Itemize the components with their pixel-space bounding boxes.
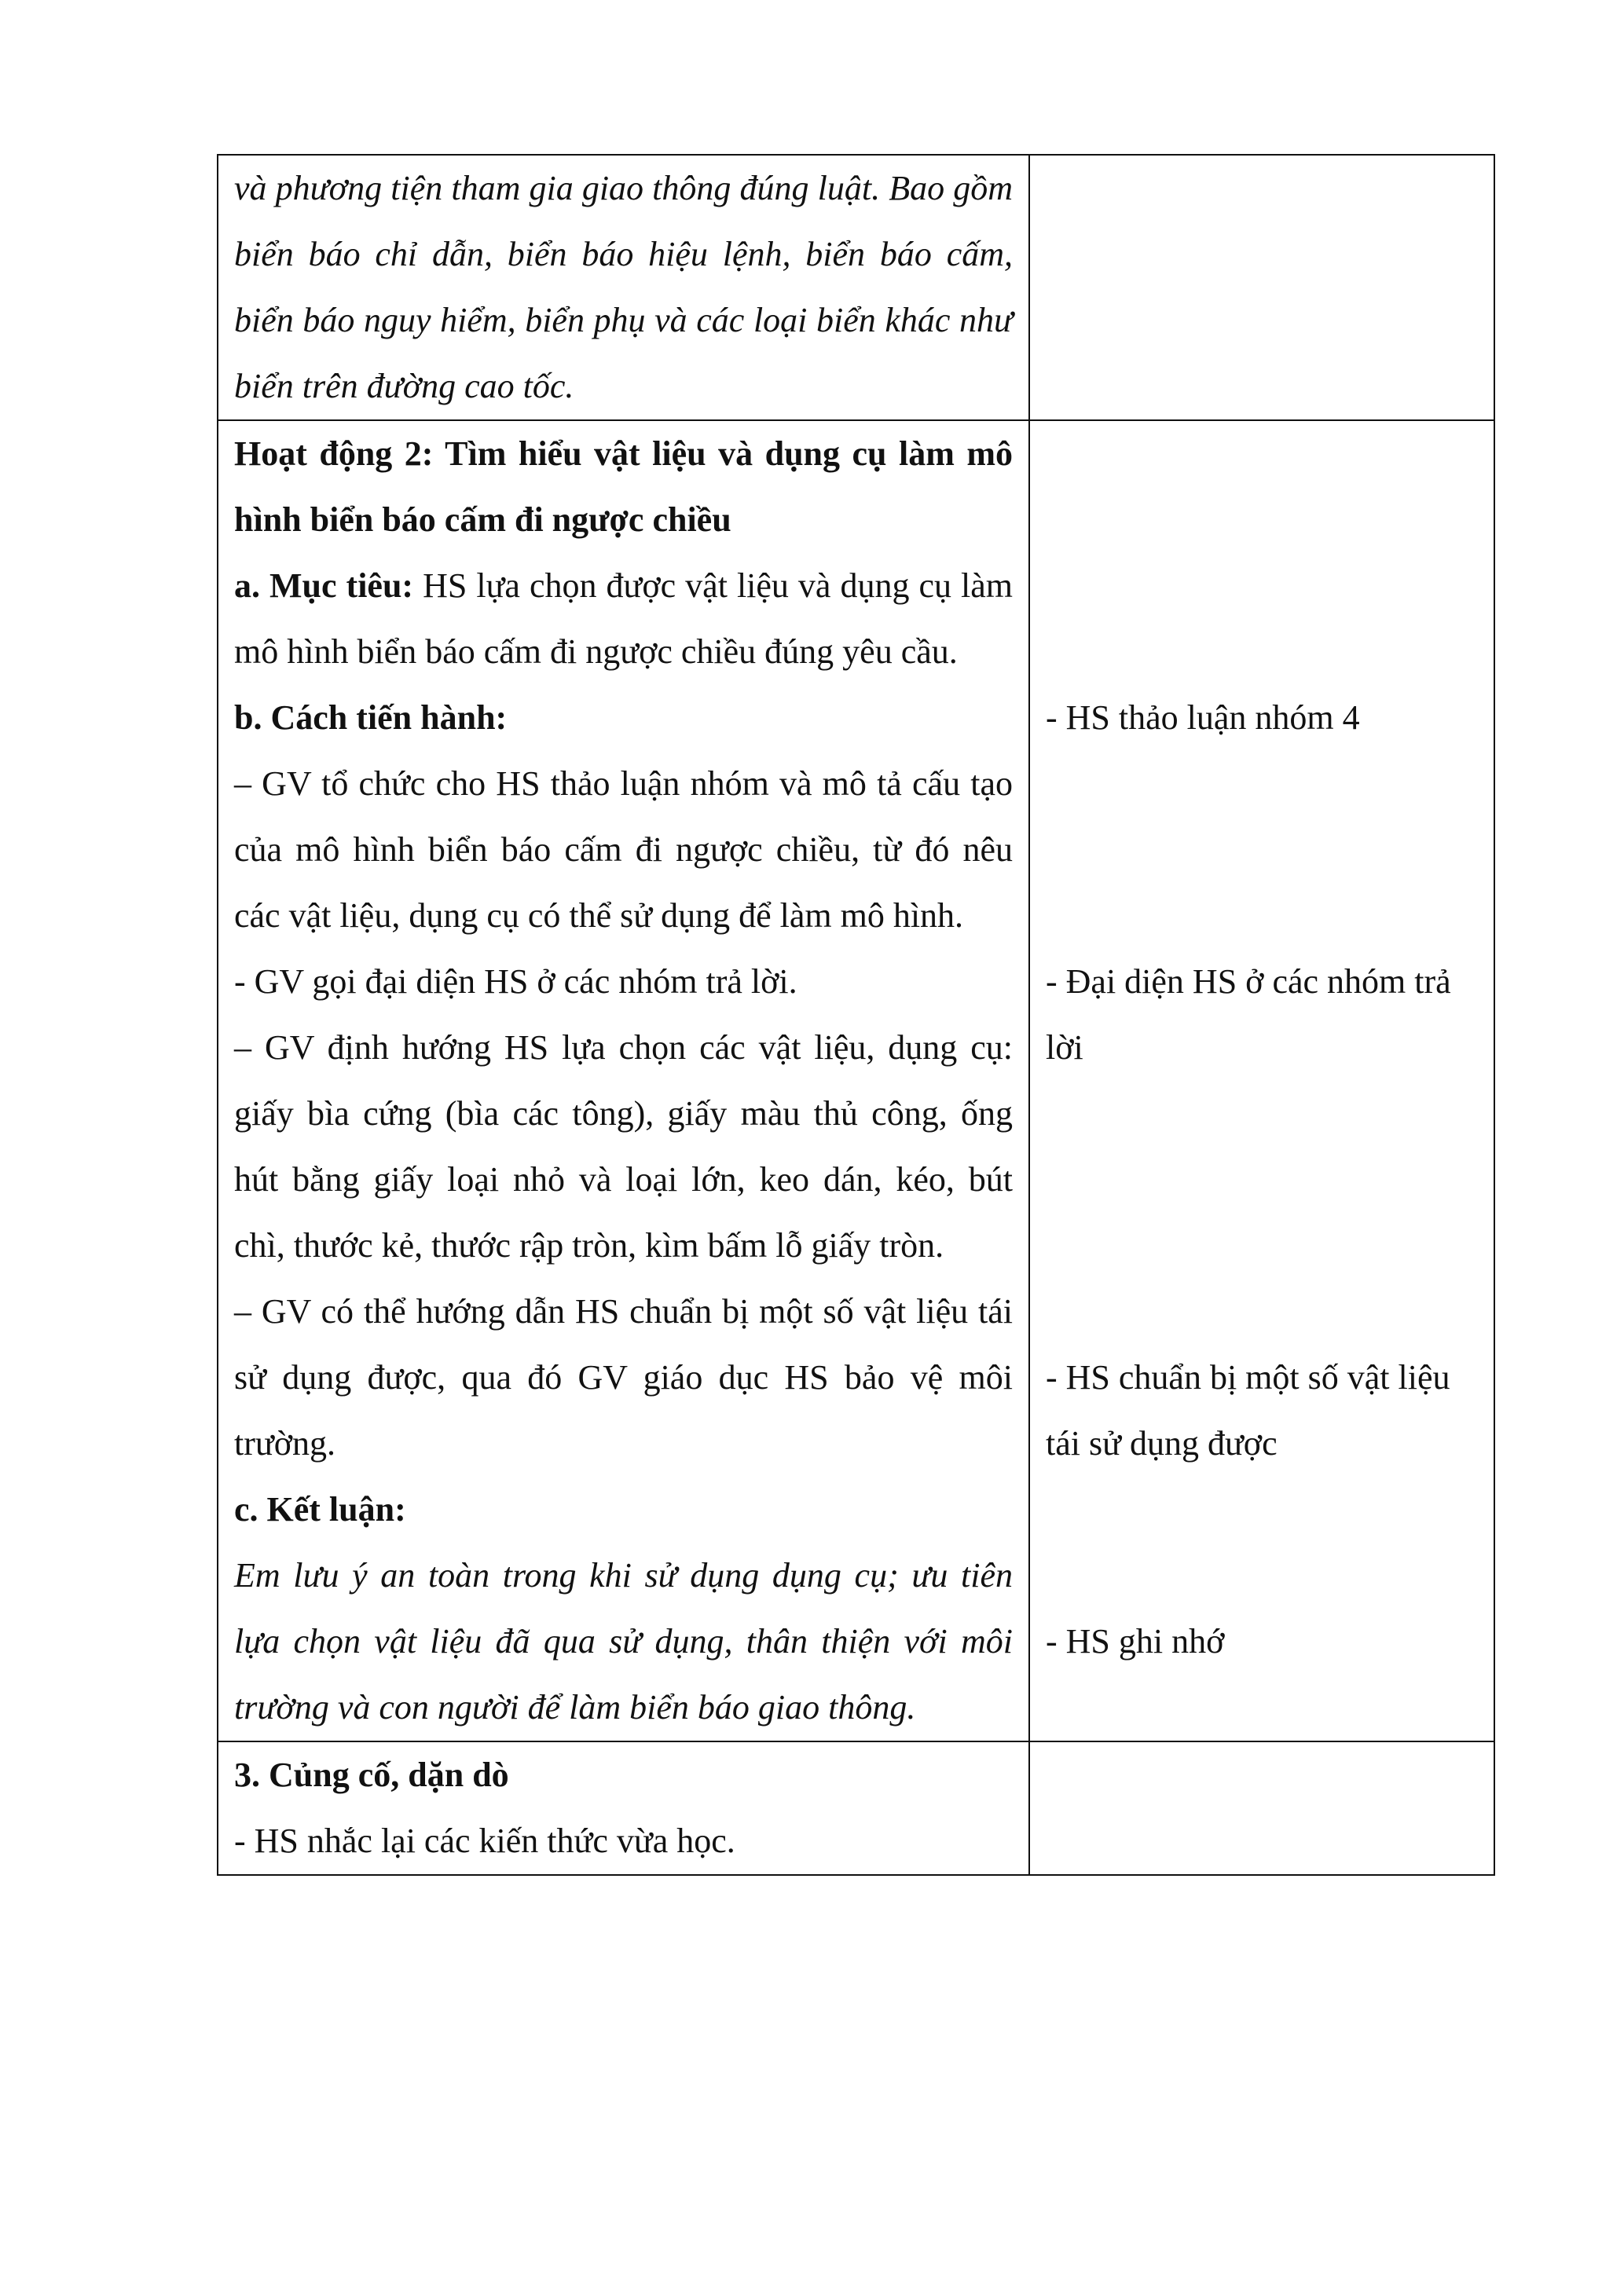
teacher-activity-cell bbox=[218, 420, 1029, 1741]
student-activity-cell bbox=[1029, 1741, 1494, 1875]
student-response-2: - Đại diện HS ở các nhóm trả lời bbox=[1046, 962, 1451, 1067]
lesson-plan-table bbox=[217, 154, 1495, 1876]
procedure-step-4: – GV có thể hướng dẫn HS chuẩn bị một số vật liệu tái sử dụng được, qua đó GV giáo dục HS bảo vệ môi trường. bbox=[234, 1292, 1013, 1463]
student-response-1: - HS thảo luận nhóm 4 bbox=[1046, 698, 1360, 737]
table-row bbox=[218, 1741, 1494, 1875]
procedure-step-2: - GV gọi đại diện HS ở các nhóm trả lời. bbox=[234, 962, 797, 1001]
procedure-step-3: – GV định hướng HS lựa chọn các vật liệu, dụng cụ: giấy bìa cứng (bìa các tông), giấy màu thủ công, ống hút bằng giấy loại nhỏ và loại lớn, keo dán, kéo, bút chì, thước kẻ, thước rập tròn, kìm bấm lỗ giấy tròn. bbox=[234, 1028, 1013, 1265]
table-row bbox=[218, 420, 1494, 1741]
student-activity-cell bbox=[1029, 420, 1494, 1741]
procedure-step-1: – GV tổ chức cho HS thảo luận nhóm và mô tả cấu tạo của mô hình biển báo cấm đi ngược chiều, từ đó nêu các vật liệu, dụng cụ có thể sử dụng để làm mô hình. bbox=[234, 764, 1013, 935]
activity-2-heading: Hoạt động 2: Tìm hiểu vật liệu và dụng cụ làm mô hình biển báo cấm đi ngược chiều bbox=[234, 434, 1013, 539]
objective-paragraph bbox=[234, 553, 1013, 685]
conclusion-label: c. Kết luận: bbox=[234, 1490, 406, 1529]
teacher-activity-cell bbox=[218, 155, 1029, 420]
objective-text: HS lựa chọn được vật liệu và dụng cụ làm mô hình biển báo cấm đi ngược chiều đúng yêu cầu. bbox=[234, 566, 1014, 671]
student-response-4: - HS ghi nhớ bbox=[1046, 1622, 1225, 1661]
student-activity-cell bbox=[1029, 155, 1494, 420]
conclusion-text: Em lưu ý an toàn trong khi sử dụng dụng cụ; ưu tiên lựa chọn vật liệu đã qua sử dụng, thân thiện với môi trường và con người để làm biển báo giao thông. bbox=[234, 1556, 1013, 1727]
objective-label: a. Mục tiêu: bbox=[234, 566, 414, 605]
consolidation-heading: 3. Củng cố, dặn dò bbox=[234, 1756, 509, 1794]
sign-types-summary: và phương tiện tham gia giao thông đúng luật. Bao gồm biển báo chỉ dẫn, biển báo hiệu lệnh, biển báo cấm, biển báo nguy hiểm, biển phụ và các loại biển khác như biển trên đường cao tốc. bbox=[234, 169, 1013, 405]
procedure-label: b. Cách tiến hành: bbox=[234, 698, 508, 737]
teacher-activity-cell bbox=[218, 1741, 1029, 1875]
student-response-3: - HS chuẩn bị một số vật liệu tái sử dụng được bbox=[1046, 1358, 1450, 1463]
consolidation-text: - HS nhắc lại các kiến thức vừa học. bbox=[234, 1822, 735, 1860]
table-row bbox=[218, 155, 1494, 420]
